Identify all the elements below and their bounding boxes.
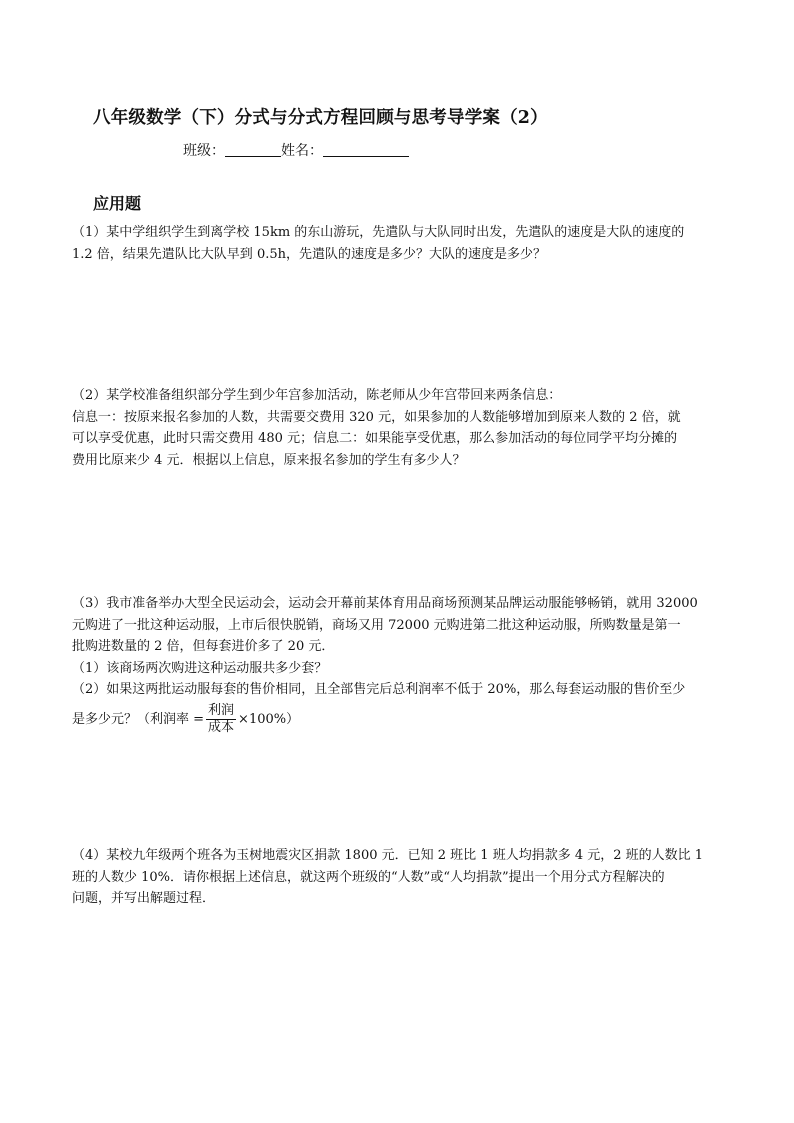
page-title: 八年级数学（下）分式与分式方程回顾与思考导学案（2） (93, 108, 548, 128)
question-3 (72, 593, 724, 736)
question-3-line: （2）如果这两批运动服每套的售价相同，且全部售完后总利润率不低于 20%，那么每套运动服的售价至少 (72, 682, 686, 697)
question-1 (72, 222, 724, 265)
question-3-line: （3）我市准备举办大型全民运动会，运动会开幕前某体育用品商场预测某品牌运动服能够畅销，就用 32000 (72, 596, 698, 611)
name-label: 姓名： (281, 143, 323, 159)
class-name-line (183, 140, 409, 160)
fraction-denominator: 成本 (208, 719, 235, 735)
question-2-line: 信息一：按原来报名参加的人数，共需要交费用 320 元，如果参加的人数能够增加到原来人数的 2 倍，就 (72, 409, 681, 425)
question-4 (72, 845, 724, 910)
class-blank[interactable] (225, 142, 281, 157)
question-2 (72, 385, 724, 471)
question-3-line: 批购进数量的 2 倍，但每套进价多了 20 元． (72, 639, 335, 654)
fraction-numerator: 利润 (208, 702, 235, 718)
question-2-line: 费用比原来少 4 元．根据以上信息，原来报名参加的学生有多少人？ (72, 452, 466, 468)
question-2-line: （2）某学校准备组织部分学生到少年宫参加活动，陈老师从少年宫带回来两条信息： (72, 388, 562, 403)
class-label: 班级： (183, 143, 225, 159)
formula-prefix: 是多少元？（利润率 = (72, 711, 205, 727)
question-4-line: 班的人数少 10%．请你根据上述信息，就这两个班级的“人数”或“人均捐款”提出一个用分式方程解决的 (72, 869, 665, 885)
question-1-line: 1.2 倍，结果先遣队比大队早到 0.5h，先遣队的速度是多少？大队的速度是多少？ (72, 246, 546, 262)
question-1-line: （1）某中学组织学生到离学校 15km 的东山游玩，先遣队与大队同时出发，先遣队的速度是大队的速度的 (72, 225, 685, 240)
question-4-line: 问题，并写出解题过程． (72, 891, 216, 906)
section-heading: 应用题 (93, 194, 142, 213)
question-3-formula-line (72, 703, 724, 736)
profit-rate-fraction (206, 703, 236, 736)
question-2-line: 可以享受优惠，此时只需交费用 480 元；信息二：如果能享受优惠，那么参加活动的每位同学平均分摊的 (72, 431, 678, 446)
question-4-line: （4）某校九年级两个班各为玉树地震灾区捐款 1800 元．已知 2 班比 1 班人均捐款多 4 元，2 班的人数比 1 (72, 848, 704, 863)
question-3-line: （1）该商场两次购进这种运动服共多少套？ (72, 660, 328, 676)
name-blank[interactable] (323, 142, 409, 157)
question-3-line: 元购进了一批这种运动服，上市后很快脱销，商场又用 72000 元购进第二批这种运动服，所购数量是第一 (72, 617, 681, 633)
formula-suffix: ×100%） (238, 711, 300, 727)
